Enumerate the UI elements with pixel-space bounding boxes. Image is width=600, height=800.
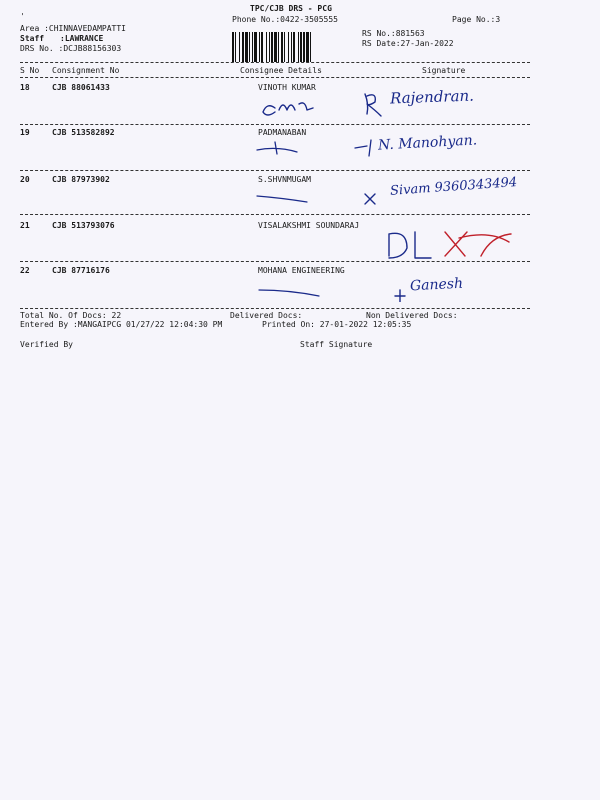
printed-on: Printed On: 27-01-2022 12:05:35 xyxy=(262,320,412,329)
row-consignment: CJB 88061433 xyxy=(52,83,110,92)
signature-text: Sivam 9360343494 xyxy=(389,175,518,199)
staff-signature: Staff Signature xyxy=(300,340,373,349)
divider xyxy=(20,124,530,125)
row-consignee: VINOTH KUMAR xyxy=(258,83,316,92)
document-title: TPC/CJB DRS - PCG xyxy=(250,4,332,13)
row-consignee: PADMANABAN xyxy=(258,128,307,137)
phone-number: Phone No.:0422-3505555 xyxy=(232,15,338,24)
verified-by: Verified By xyxy=(20,340,73,349)
row-consignee: S.SHVNMUGAM xyxy=(258,175,311,184)
col-signature: Signature xyxy=(422,66,466,75)
drs-number: DRS No. :DCJB88156303 xyxy=(20,44,122,53)
row-consignment: CJB 513582892 xyxy=(52,128,115,137)
rs-number: RS No.:881563 xyxy=(362,29,425,38)
divider xyxy=(20,261,530,262)
divider xyxy=(20,62,530,63)
col-consignee: Consignee Details xyxy=(240,66,322,75)
row-consignment: CJB 513793076 xyxy=(52,221,115,230)
non-delivered-docs: Non Delivered Docs: xyxy=(366,311,458,320)
row-sno: 21 xyxy=(20,221,30,230)
row-sno: 22 xyxy=(20,266,30,275)
signature-scribble xyxy=(385,226,535,262)
barcode xyxy=(230,32,356,62)
divider xyxy=(20,170,530,171)
row-consignee: MOHANA ENGINEERING xyxy=(258,266,345,275)
divider xyxy=(20,77,530,78)
delivered-docs: Delivered Docs: xyxy=(230,311,303,320)
row-consignment: CJB 87973902 xyxy=(52,175,110,184)
tick-mark: ' xyxy=(20,12,25,21)
signature-scribble xyxy=(255,282,535,302)
signature-text: Ganesh xyxy=(409,275,464,295)
area-field: Area :CHINNAVEDAMPATTI xyxy=(20,24,126,33)
total-docs: Total No. Of Docs: 22 xyxy=(20,311,122,320)
page-number: Page No.:3 xyxy=(452,15,501,24)
row-sno: 19 xyxy=(20,128,30,137)
divider xyxy=(20,214,530,215)
staff-label: Staff xyxy=(20,34,45,43)
entered-by: Entered By :MANGAIPCG 01/27/22 12:04:30 PM xyxy=(20,320,223,329)
rs-date: RS Date:27-Jan-2022 xyxy=(362,39,454,48)
signature-text: N. Manohyan. xyxy=(377,132,478,154)
row-consignment: CJB 87716176 xyxy=(52,266,110,275)
row-consignee: VISALAKSHMI SOUNDARAJ xyxy=(258,221,360,230)
row-sno: 18 xyxy=(20,83,30,92)
divider xyxy=(20,308,530,309)
col-sno: S No xyxy=(20,66,40,75)
staff-value: :LAWRANCE xyxy=(60,34,104,43)
row-sno: 20 xyxy=(20,175,30,184)
col-consignment: Consignment No xyxy=(52,66,120,75)
signature-text: Rajendran. xyxy=(389,86,475,108)
signature-text xyxy=(420,258,421,268)
